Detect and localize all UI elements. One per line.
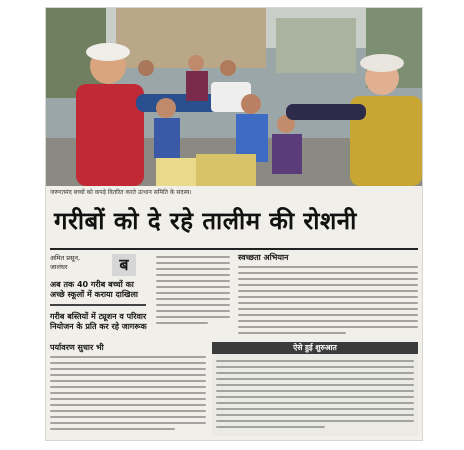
news-photo-illustration <box>46 8 422 186</box>
subheading-awareness: गरीब बस्तियों में ट्यूशन व परिवार नियोजन के प्रति कर रहे जागरूक <box>50 312 147 331</box>
newspaper-clipping <box>46 8 422 440</box>
byline-name: अमित प्रसून, <box>50 254 81 262</box>
box-text <box>216 360 414 432</box>
body-column-3 <box>238 266 418 338</box>
subheading-admissions: अब तक 40 गरीब बच्चों का अच्छे स्कूलों में कराया दाखिला <box>50 280 138 299</box>
news-photo <box>46 8 422 186</box>
body-column-1 <box>50 356 206 434</box>
section-cleanliness: स्वच्छता अभियान <box>238 253 289 262</box>
body-column-2 <box>156 256 230 328</box>
dropcap: ब <box>112 254 136 276</box>
sidebar-box-beginning <box>212 342 418 436</box>
subheading-divider <box>50 304 146 306</box>
headline: गरीबों को दे रहे तालीम की रोशनी <box>54 207 357 235</box>
box-title: ऐसे हुई शुरुआत <box>212 342 418 354</box>
section-environment: पर्यावरण सुधार भी <box>50 343 104 352</box>
headline-rule <box>50 248 418 250</box>
byline-place: जालंधर <box>50 263 68 271</box>
photo-caption: जरूरतमंद बच्चों को कपड़े वितरित करते उत्थान समिति के सदस्य। <box>50 189 192 196</box>
